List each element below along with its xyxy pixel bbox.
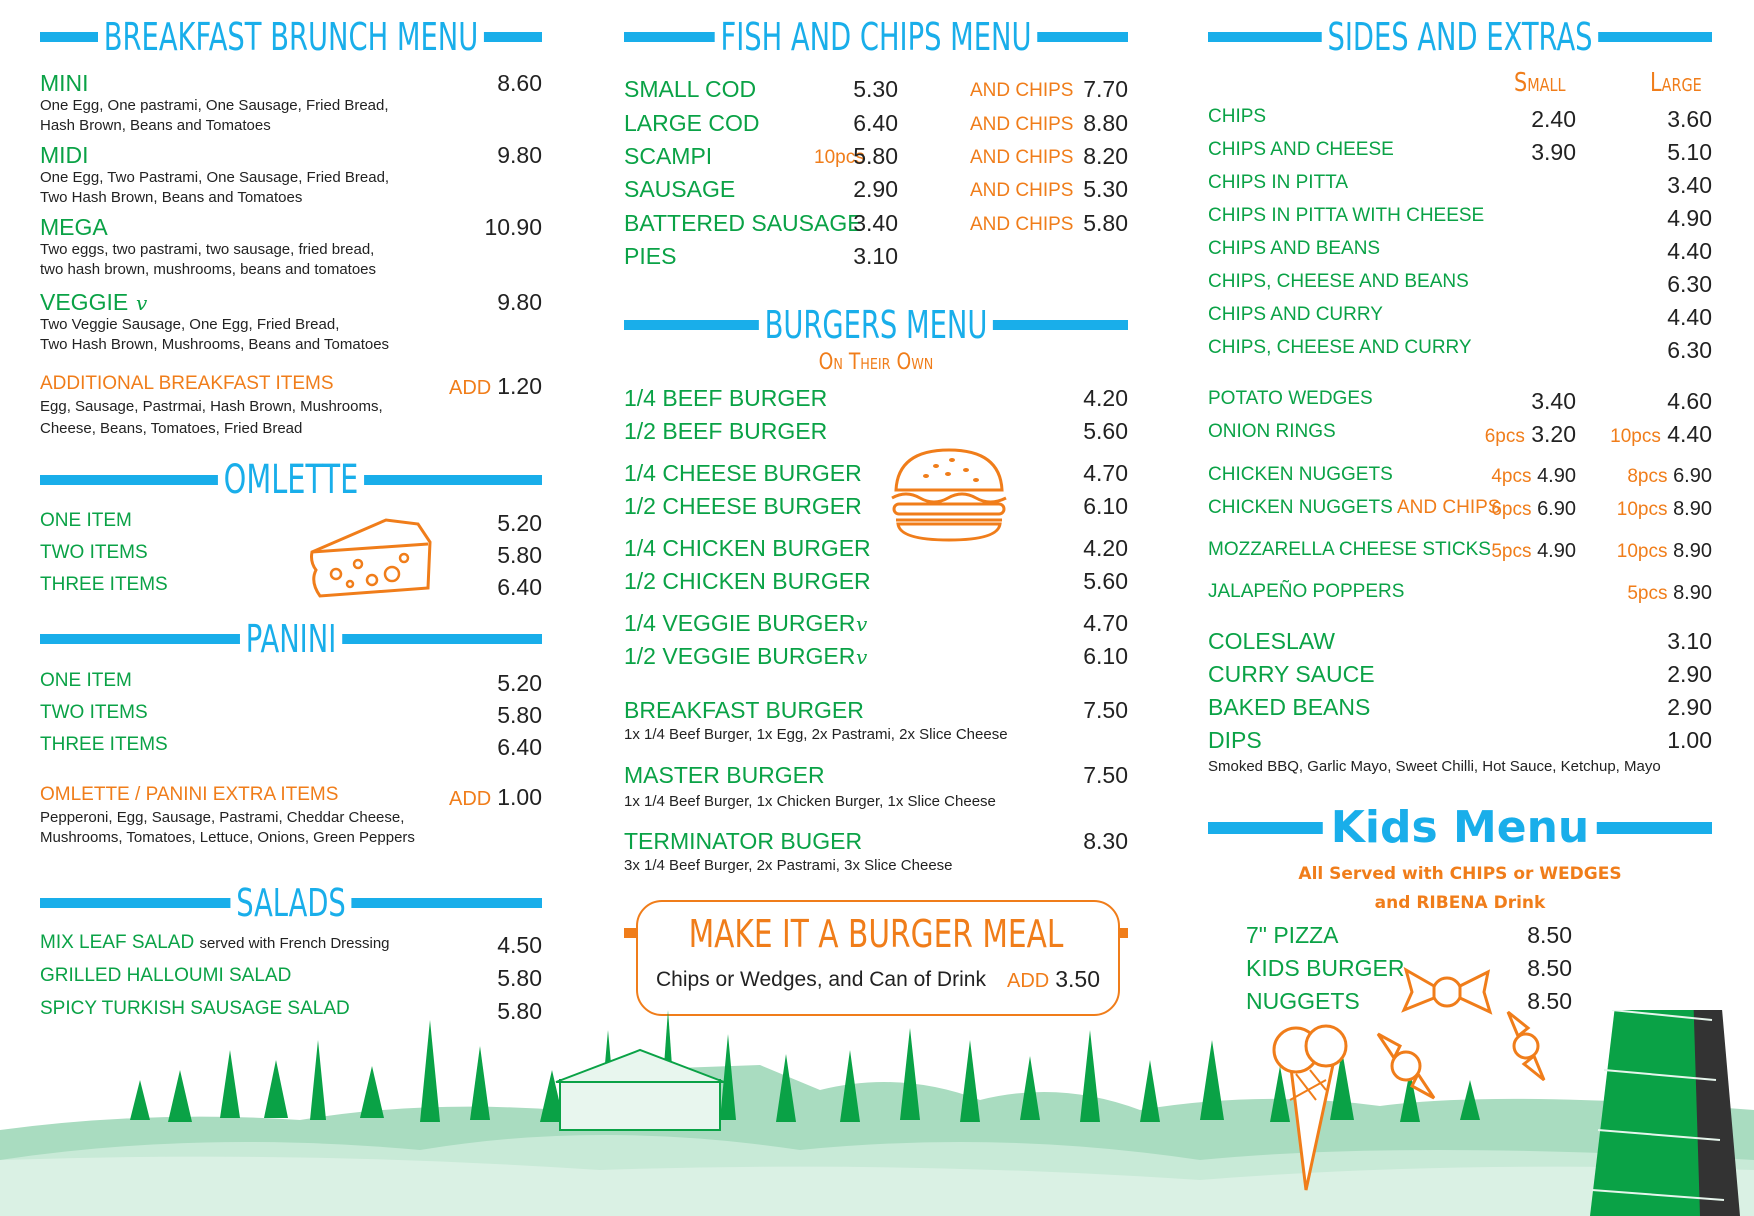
burgers-subtitle: On Their Own	[818, 350, 934, 375]
omlette-header	[40, 455, 542, 505]
large-price: 6.30	[1667, 337, 1712, 363]
item-name: 1/4 VEGGIE BURGER	[624, 610, 856, 636]
item-price: 4.70	[1083, 610, 1128, 636]
item-name: MOZZARELLA CHEESE STICKS	[1208, 539, 1491, 560]
add-label: ADD	[449, 377, 492, 399]
item-desc: Hash Brown, Beans and Tomatoes	[40, 117, 271, 134]
kids-note: All Served with CHIPS or WEDGES	[1298, 864, 1622, 884]
large-price: 4.40	[1667, 238, 1712, 264]
qty-label: 6pcs	[1491, 499, 1532, 520]
item-name: CHICKEN NUGGETS	[1208, 464, 1393, 485]
item-name: MIX LEAF SALAD	[40, 932, 195, 953]
qty-label: 10pcs	[1616, 541, 1668, 562]
item-name: SCAMPI	[624, 143, 713, 169]
item-name: MEGA	[40, 214, 108, 240]
item-name: CHIPS AND CHEESE	[1208, 139, 1394, 160]
leaning-tower-icon	[1590, 1010, 1740, 1216]
item-price: 1.20	[497, 373, 542, 399]
item-desc: Smoked BBQ, Garlic Mayo, Sweet Chilli, Hot Sauce, Ketchup, Mayo	[1208, 758, 1661, 775]
small-price: 6.90	[1537, 498, 1576, 520]
item-price: 4.50	[497, 932, 542, 958]
panini-title: PANINI	[240, 614, 342, 664]
omlette-title: OMLETTE	[218, 455, 364, 505]
large-price: 4.60	[1667, 388, 1712, 414]
item-price: 3.10	[1667, 628, 1712, 654]
and-chips-label: AND CHIPS	[970, 214, 1074, 235]
burger-icon	[886, 444, 1012, 544]
item-desc: Two Hash Brown, Beans and Tomatoes	[40, 189, 303, 206]
item-price: 3.10	[853, 243, 898, 269]
item-name: THREE ITEMS	[40, 574, 168, 595]
item-name: CHIPS IN PITTA WITH CHEESE	[1208, 205, 1485, 226]
kids-note: and RIBENA Drink	[1374, 893, 1546, 913]
item-desc: Two Hash Brown, Mushrooms, Beans and Tomatoes	[40, 336, 390, 353]
item-price: 8.50	[1527, 955, 1572, 981]
fish-header	[624, 12, 1128, 62]
item-name: KIDS BURGER	[1246, 955, 1405, 981]
and-chips-label: AND CHIPS	[970, 180, 1074, 201]
item-price: 8.60	[497, 70, 542, 96]
item-desc: One Egg, Two Pastrami, One Sausage, Fried Bread,	[40, 169, 390, 186]
add-label: ADD	[449, 788, 492, 810]
and-chips-price: 7.70	[1083, 76, 1128, 102]
item-name: CHIPS IN PITTA	[1208, 172, 1349, 193]
item-note: served with French Dressing	[199, 935, 390, 952]
item-name: CHIPS AND BEANS	[1208, 238, 1381, 259]
item-price: 9.80	[497, 289, 542, 315]
item-price: 6.40	[497, 574, 542, 600]
item-name: PIES	[624, 243, 677, 269]
qty-label: 10pcs	[814, 147, 865, 168]
item-price: 8.50	[1527, 922, 1572, 948]
item-name: SMALL COD	[624, 76, 757, 102]
item-price: 1.00	[1667, 727, 1712, 753]
item-price: 5.20	[497, 670, 542, 696]
and-chips-label: AND CHIPS	[1396, 497, 1501, 518]
item-price: 4.70	[1083, 460, 1128, 486]
item-name: CHICKEN NUGGETS	[1208, 497, 1393, 518]
qty-label: 10pcs	[1616, 499, 1668, 520]
item-desc: One Egg, One pastrami, One Sausage, Fried Bread,	[40, 97, 389, 114]
item-name: SAUSAGE	[624, 176, 736, 202]
candy-icon	[1378, 1012, 1544, 1098]
item-name: BREAKFAST BURGER	[624, 697, 864, 723]
small-column-label: Small	[1514, 68, 1566, 98]
large-price: 3.40	[1667, 172, 1712, 198]
item-price: 9.80	[497, 142, 542, 168]
large-price: 8.90	[1673, 498, 1712, 520]
item-name: COLESLAW	[1208, 628, 1335, 654]
item-name: 1/2 CHEESE BURGER	[624, 493, 862, 519]
item-desc: Cheese, Beans, Tomatoes, Fried Bread	[40, 420, 303, 437]
item-name: MINI	[40, 70, 89, 96]
item-name: DIPS	[1208, 727, 1262, 753]
item-desc: Two eggs, two pastrami, two sausage, fried bread,	[40, 241, 375, 258]
salads-header	[40, 878, 542, 928]
item-price: 4.20	[1083, 535, 1128, 561]
small-price: 4.90	[1537, 540, 1576, 562]
large-price: 4.90	[1667, 205, 1712, 231]
and-chips-price: 8.20	[1083, 143, 1128, 169]
large-price: 6.30	[1667, 271, 1712, 297]
small-price: 3.40	[1531, 388, 1576, 414]
large-price: 6.90	[1673, 465, 1712, 487]
item-name: CHIPS AND CURRY	[1208, 304, 1383, 325]
item-price: 2.90	[1667, 661, 1712, 687]
item-name: ADDITIONAL BREAKFAST ITEMS	[40, 373, 334, 394]
item-price: 6.40	[497, 734, 542, 760]
item-price: 2.90	[853, 176, 898, 202]
small-price: 3.20	[1531, 421, 1576, 447]
item-price: 8.50	[1527, 988, 1572, 1014]
kids-title: Kids Menu	[1323, 800, 1597, 856]
item-price: 5.80	[497, 998, 542, 1024]
item-name: 1/2 VEGGIE BURGER	[624, 643, 856, 669]
item-price: 5.30	[853, 76, 898, 102]
item-name: 1/4 BEEF BURGER	[624, 385, 828, 411]
item-price: 5.80	[853, 143, 898, 169]
item-name: TWO ITEMS	[40, 702, 148, 723]
item-price: 3.40	[853, 210, 898, 236]
item-name: THREE ITEMS	[40, 734, 168, 755]
item-name: 1/2 CHICKEN BURGER	[624, 568, 871, 594]
item-price: 7.50	[1083, 762, 1128, 788]
item-name: CHIPS, CHEESE AND BEANS	[1208, 271, 1469, 292]
item-name: 7" PIZZA	[1246, 922, 1339, 948]
item-name: OMLETTE / PANINI EXTRA ITEMS	[40, 784, 339, 805]
large-price: 3.60	[1667, 106, 1712, 132]
qty-label: 8pcs	[1627, 466, 1668, 487]
item-name: LARGE COD	[624, 110, 760, 136]
item-price: 6.40	[853, 110, 898, 136]
item-desc: Egg, Sausage, Pastrmai, Hash Brown, Mushrooms,	[40, 398, 383, 415]
veggie-leaf-icon: v	[136, 291, 148, 315]
salads-title: SALADS	[230, 878, 351, 928]
item-name: CHIPS	[1208, 106, 1267, 127]
breakfast-title: BREAKFAST BRUNCH MENU	[98, 12, 484, 62]
item-desc: Pepperoni, Egg, Sausage, Pastrami, Cheddar Cheese,	[40, 809, 405, 826]
meal-title: MAKE IT A BURGER MEAL	[684, 910, 1068, 958]
item-name: JALAPEÑO POPPERS	[1208, 581, 1405, 602]
item-price: 5.80	[497, 965, 542, 991]
item-price: 6.10	[1083, 643, 1128, 669]
item-name: 1/2 BEEF BURGER	[624, 418, 828, 444]
small-price: 4.90	[1537, 465, 1576, 487]
veggie-leaf-icon: v	[856, 645, 868, 669]
and-chips-price: 5.80	[1083, 210, 1128, 236]
item-price: 4.20	[1083, 385, 1128, 411]
item-desc: Mushrooms, Tomatoes, Lettuce, Onions, Green Peppers	[40, 829, 415, 846]
add-label: ADD	[1007, 970, 1050, 992]
item-name: ONE ITEM	[40, 510, 132, 531]
item-name: CHIPS, CHEESE AND CURRY	[1208, 337, 1472, 358]
item-desc: Two Veggie Sausage, One Egg, Fried Bread,	[40, 316, 340, 333]
item-price: 5.80	[497, 542, 542, 568]
and-chips-label: AND CHIPS	[970, 147, 1074, 168]
qty-label: 6pcs	[1484, 426, 1525, 447]
item-name: ONION RINGS	[1208, 421, 1336, 442]
large-price: 4.40	[1667, 304, 1712, 330]
item-desc: 1x 1/4 Beef Burger, 1x Egg, 2x Pastrami, 2x Slice Cheese	[624, 726, 1008, 743]
small-price: 2.40	[1531, 106, 1576, 132]
large-column-label: Large	[1650, 68, 1702, 98]
item-name: POTATO WEDGES	[1208, 388, 1373, 409]
sides-header	[1208, 12, 1712, 62]
item-name: BAKED BEANS	[1208, 694, 1371, 720]
item-price: 2.90	[1667, 694, 1712, 720]
large-price: 8.90	[1673, 540, 1712, 562]
burgers-header	[624, 300, 1128, 350]
landscape-illustration	[0, 1010, 1754, 1216]
item-price: 7.50	[1083, 697, 1128, 723]
item-desc: two hash brown, mushrooms, beans and tomatoes	[40, 261, 377, 278]
veggie-leaf-icon: v	[856, 612, 868, 636]
sides-title: SIDES AND EXTRAS	[1322, 12, 1599, 62]
item-name: SPICY TURKISH SAUSAGE SALAD	[40, 998, 350, 1019]
item-price: 5.80	[497, 702, 542, 728]
qty-label: 4pcs	[1491, 466, 1532, 487]
qty-label: 10pcs	[1610, 426, 1661, 447]
item-name: VEGGIE	[40, 289, 129, 315]
item-name: GRILLED HALLOUMI SALAD	[40, 965, 292, 986]
small-price: 3.90	[1531, 139, 1576, 165]
item-name: TWO ITEMS	[40, 542, 148, 563]
item-name: 1/4 CHEESE BURGER	[624, 460, 862, 486]
and-chips-price: 8.80	[1083, 110, 1128, 136]
item-price: 10.90	[484, 214, 542, 240]
item-desc: 3x 1/4 Beef Burger, 2x Pastrami, 3x Slice Cheese	[624, 857, 953, 874]
item-price: 5.60	[1083, 568, 1128, 594]
cheese-icon	[306, 512, 436, 602]
item-name: MIDI	[40, 142, 89, 168]
item-desc: 1x 1/4 Beef Burger, 1x Chicken Burger, 1x Slice Cheese	[624, 793, 996, 810]
breakfast-header	[40, 12, 542, 62]
item-name: MASTER BURGER	[624, 762, 825, 788]
fish-title: FISH AND CHIPS MENU	[715, 12, 1038, 62]
item-name: BATTERED SAUSAGE	[624, 210, 863, 236]
item-price: 5.60	[1083, 418, 1128, 444]
item-name: CURRY SAUCE	[1208, 661, 1375, 687]
and-chips-label: AND CHIPS	[970, 80, 1074, 101]
panini-header	[40, 614, 542, 664]
item-name: TERMINATOR BUGER	[624, 828, 863, 854]
meal-desc: Chips or Wedges, and Can of Drink	[656, 968, 986, 991]
item-name: ONE ITEM	[40, 670, 132, 691]
qty-label: 5pcs	[1627, 583, 1668, 604]
item-price: 6.10	[1083, 493, 1128, 519]
item-name: NUGGETS	[1246, 988, 1360, 1014]
large-price: 4.40	[1667, 421, 1712, 447]
and-chips-price: 5.30	[1083, 176, 1128, 202]
item-price: 8.30	[1083, 828, 1128, 854]
item-price: 5.20	[497, 510, 542, 536]
large-price: 8.90	[1673, 582, 1712, 604]
meal-price: 3.50	[1055, 966, 1100, 992]
item-name: 1/4 CHICKEN BURGER	[624, 535, 871, 561]
burgers-title: BURGERS MENU	[759, 300, 993, 350]
qty-label: 5pcs	[1491, 541, 1532, 562]
large-price: 5.10	[1667, 139, 1712, 165]
item-price: 1.00	[497, 784, 542, 810]
and-chips-label: AND CHIPS	[970, 114, 1074, 135]
